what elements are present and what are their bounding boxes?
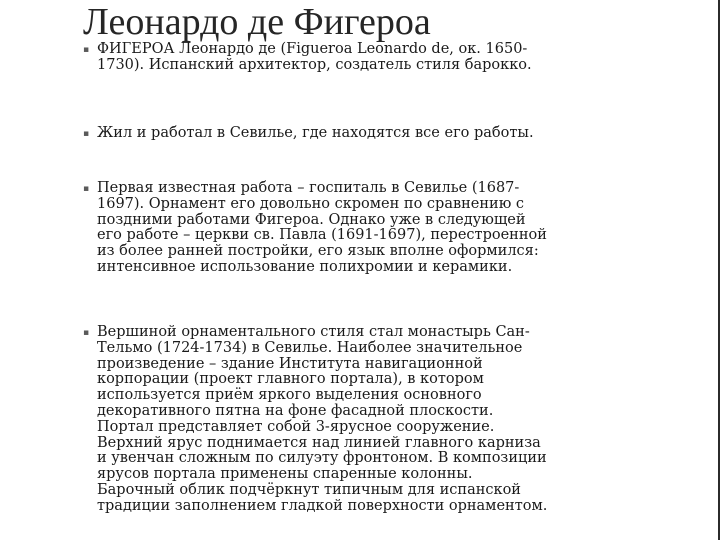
bullet-item	[83, 126, 693, 143]
bullet-item	[83, 181, 693, 276]
bullet-item	[83, 325, 693, 515]
bullet-square-icon: ▪	[83, 45, 90, 55]
bullet-item	[83, 42, 693, 74]
bullet-square-icon: ▪	[83, 328, 90, 338]
bullet-square-icon: ▪	[83, 129, 90, 139]
bullet-text: ФИГЕРОА Леонардо де (Figueroa Leonardo de, ок. 1650- 1730). Испанский архитектор, создатель стиля барокко.	[97, 41, 532, 73]
slide-title: Леонардо де Фигероа	[83, 1, 431, 43]
bullet-text: Жил и работал в Севилье, где находятся все его работы.	[97, 125, 534, 141]
bullet-square-icon: ▪	[83, 184, 90, 194]
bullet-text: Первая известная работа – госпиталь в Севилье (1687- 1697). Орнамент его довольно скромен по сравнению с поздними работами Фигероа. Однако уже в следующей его работе – церкви св. Павла (1691-1697), перестроенной из более ранней постройки, его язык вполне оформился: интенсивное использование полихромии и керамики.	[97, 180, 547, 275]
bullet-text: Вершиной орнаментального стиля стал монастырь Сан- Тельмо (1724-1734) в Севилье. Наиболее значительное произведение – здание Института навигационной корпорации (проект главного портала), в котором используется приём яркого выделения основного декоративного пятна на фоне фасадной плоскости. Портал представляет собой 3-ярусное сооружение. Верхний ярус поднимается над линией главного карниза и увенчан сложным по силуэту фронтоном. В композиции ярусов портала применены спаренные колонны. Барочный облик подчёркнут типичным для испанской традиции заполнением гладкой поверхности орнаментом.	[97, 324, 548, 514]
